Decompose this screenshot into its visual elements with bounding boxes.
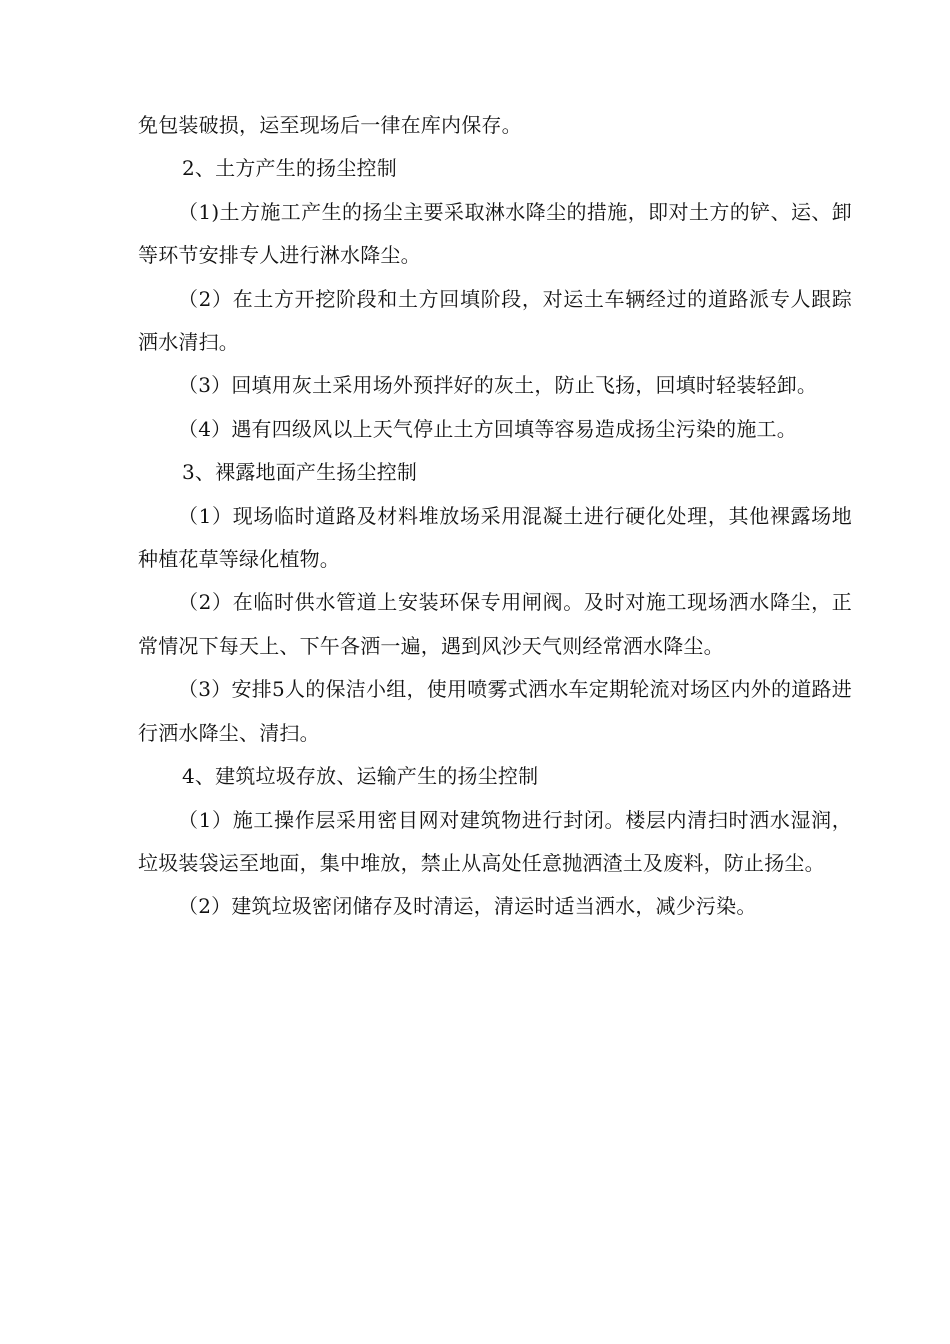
- paragraph-item: （1)土方施工产生的扬尘主要采取淋水降尘的措施，即对土方的铲、运、卸等环节安排专人进行淋水降尘。: [138, 199, 852, 268]
- paragraph-continuation: 免包装破损，运至现场后一律在库内保存。: [138, 113, 522, 137]
- section-heading-4: 4、建筑垃圾存放、运输产生的扬尘控制: [182, 764, 539, 789]
- paragraph-item: （2）建筑垃圾密闭储存及时清运，清运时适当洒水，减少污染。: [178, 894, 757, 919]
- section-heading-2: 2、土方产生的扬尘控制: [182, 156, 397, 181]
- paragraph-item: （4）遇有四级风以上天气停止土方回填等容易造成扬尘污染的施工。: [178, 416, 797, 441]
- paragraph-item: （3）回填用灰土采用场外预拌好的灰土，防止飞扬，回填时轻装轻卸。: [178, 373, 818, 398]
- section-heading-3: 3、裸露地面产生扬尘控制: [182, 460, 418, 485]
- paragraph-item: （3）安排5人的保洁小组，使用喷雾式洒水车定期轮流对场区内外的道路进行洒水降尘、清扫。: [138, 677, 852, 745]
- paragraph-item: （1）现场临时道路及材料堆放场采用混凝土进行硬化处理，其他裸露场地种植花草等绿化植物。: [138, 503, 852, 572]
- paragraph-item: （2）在临时供水管道上安装环保专用闸阀。及时对施工现场洒水降尘，正常情况下每天上、下午各洒一遍，遇到风沙天气则经常洒水降尘。: [138, 590, 852, 658]
- document-body: [138, 104, 852, 929]
- paragraph-item: （1）施工操作层采用密目网对建筑物进行封闭。楼层内清扫时洒水湿润，垃圾装袋运至地面，集中堆放，禁止从高处任意抛洒渣土及废料，防止扬尘。: [138, 807, 852, 875]
- paragraph-item: （2）在土方开挖阶段和土方回填阶段，对运土车辆经过的道路派专人跟踪洒水清扫。: [138, 286, 852, 355]
